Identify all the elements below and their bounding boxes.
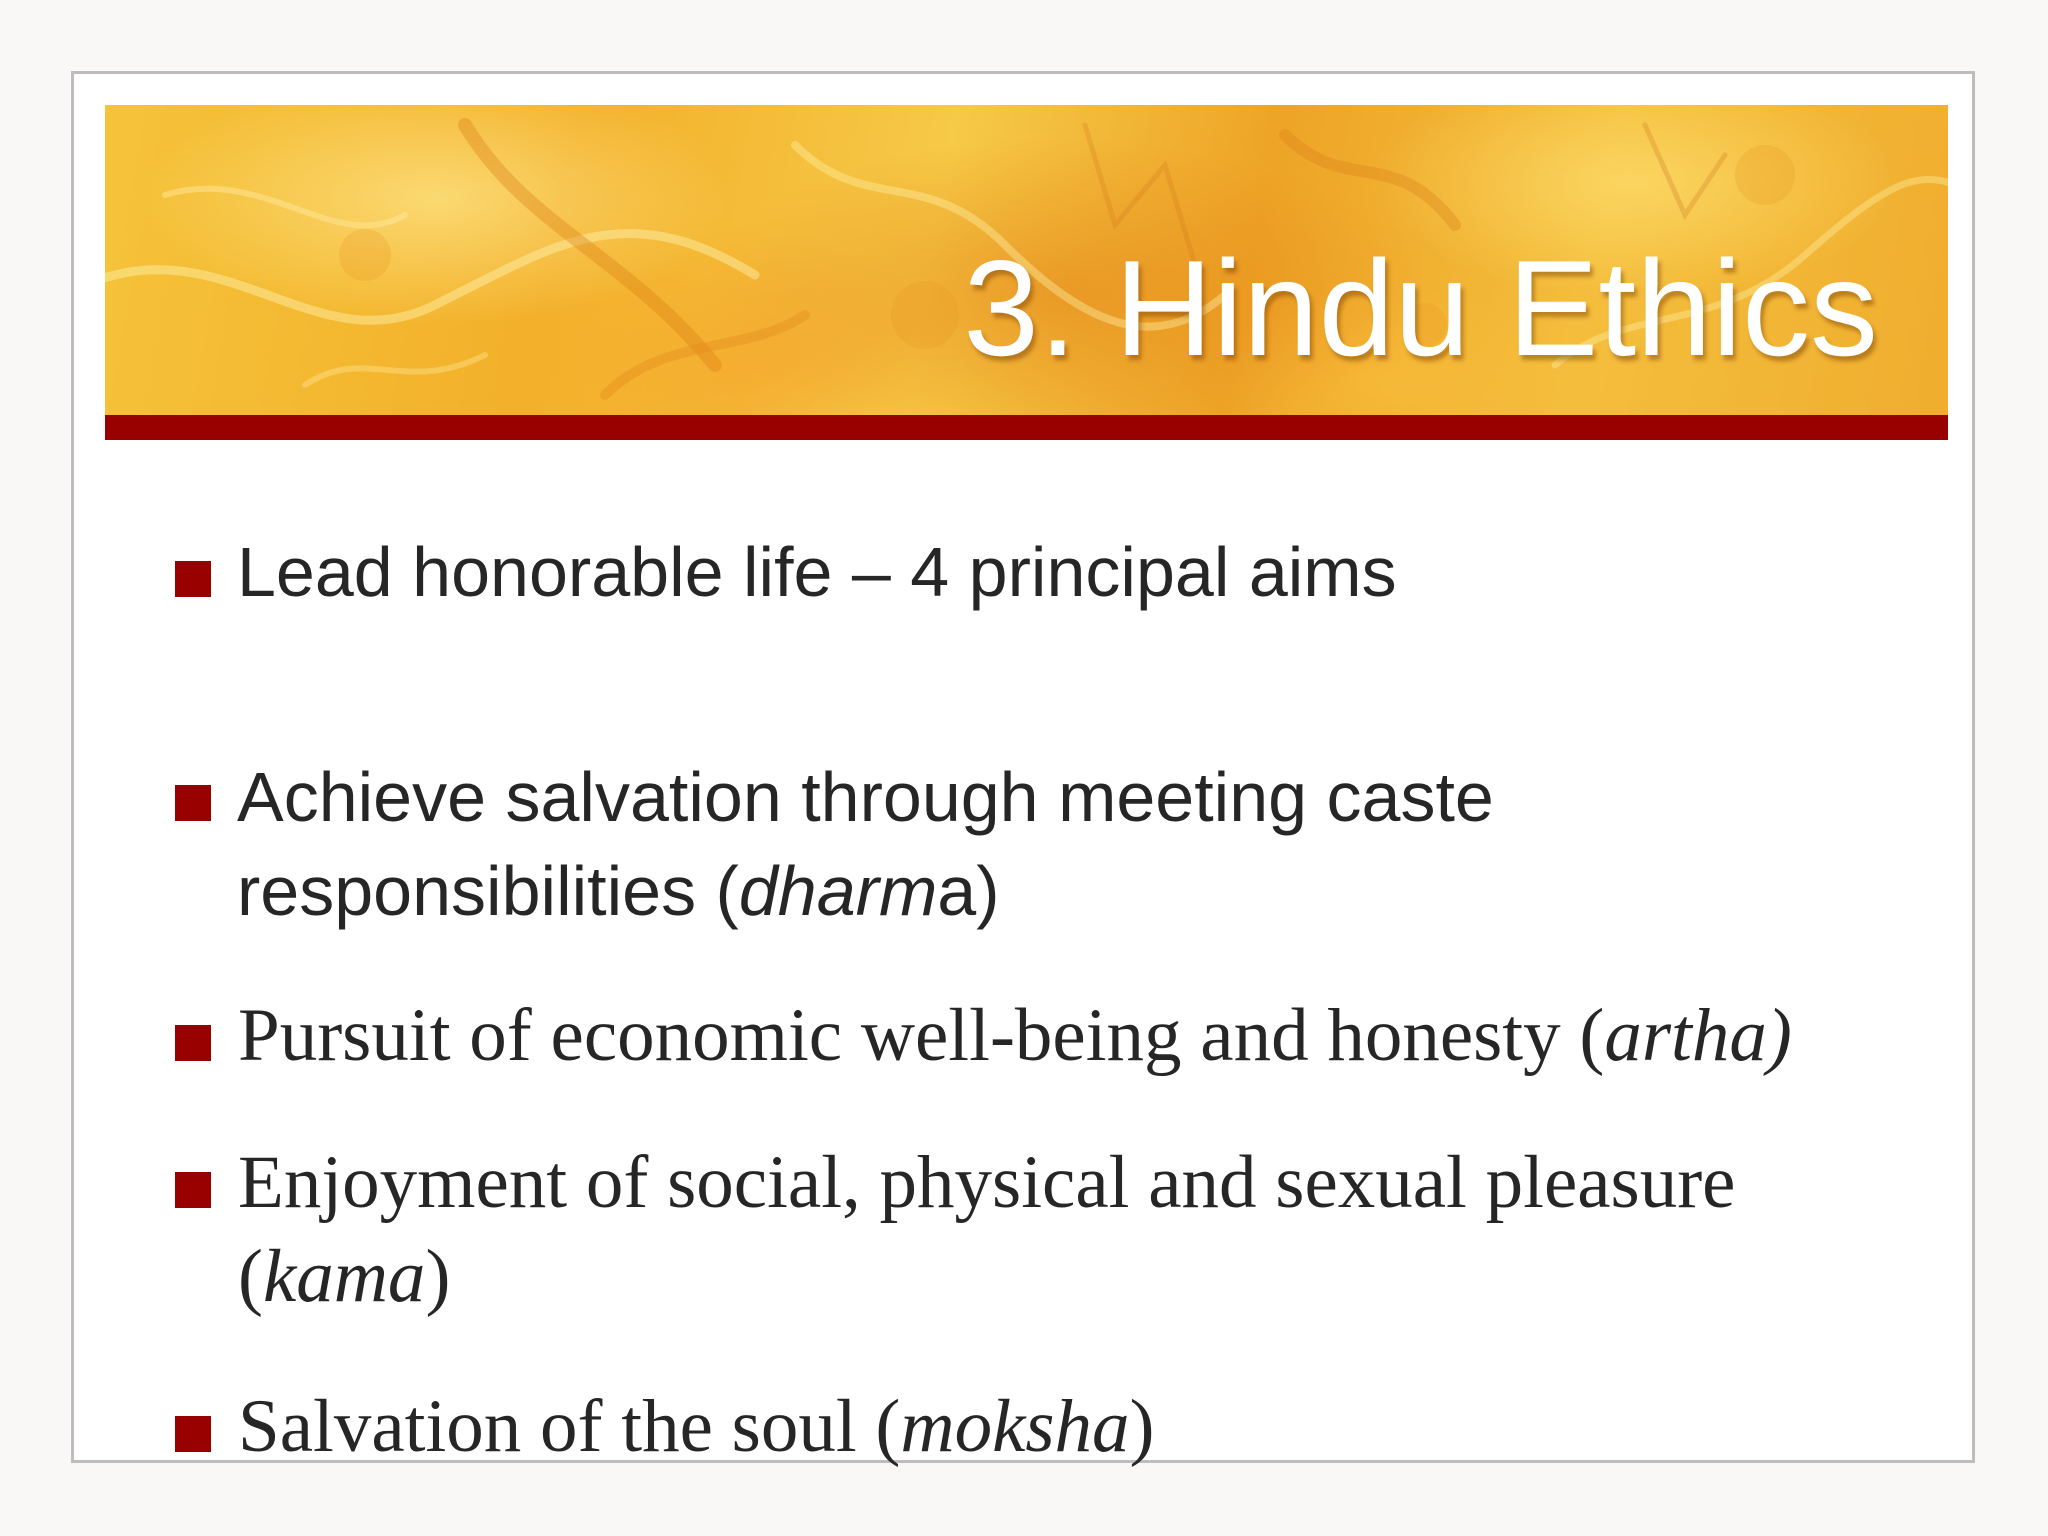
bullet-item xyxy=(175,989,1895,1083)
bullet-item xyxy=(175,525,1895,619)
bullet-text: Enjoyment of social, physical and sexual pleasure (kama) xyxy=(238,1141,1736,1318)
bullet-text: Pursuit of economic well-being and honesty (artha) xyxy=(238,994,1792,1077)
square-bullet-icon xyxy=(175,785,211,821)
bullet-item xyxy=(175,1136,1895,1324)
bullet-text: Achieve salvation through meeting caste responsibilities (dharma) xyxy=(237,758,1494,930)
square-bullet-icon xyxy=(175,1416,211,1452)
square-bullet-icon xyxy=(175,1172,211,1208)
square-bullet-icon xyxy=(175,1025,211,1061)
slide xyxy=(71,71,1975,1468)
title-underline xyxy=(105,415,1948,440)
title-banner xyxy=(105,105,1948,415)
slide-title: 3. Hindu Ethics xyxy=(963,232,1878,384)
square-bullet-icon xyxy=(175,561,211,597)
bullet-item xyxy=(175,1380,1895,1474)
bullet-text: Salvation of the soul (moksha) xyxy=(238,1385,1155,1468)
bullet-item xyxy=(175,750,1895,938)
bullet-text: Lead honorable life – 4 principal aims xyxy=(237,533,1397,611)
